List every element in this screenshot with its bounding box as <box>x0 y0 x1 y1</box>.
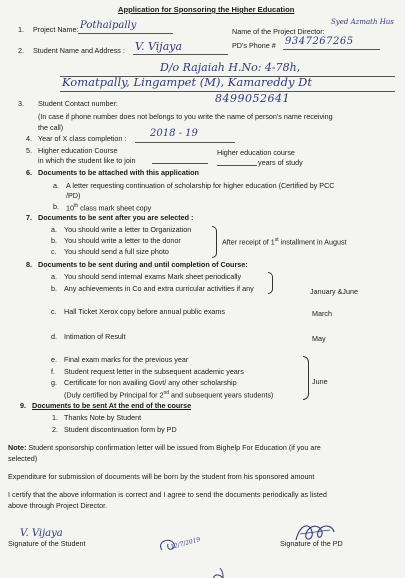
pd-phone-line <box>283 49 380 50</box>
number-6: 6. <box>26 168 32 177</box>
project-name-line <box>78 33 173 34</box>
x-class-line <box>135 142 235 143</box>
section-8-a-letter: a. <box>51 272 57 281</box>
project-director-value: Syed Azmath Hus <box>331 18 394 26</box>
address-line-1-value: D/o Rajaiah H.No: 4-78h, <box>160 61 301 74</box>
project-name-label: Project Name: <box>33 25 79 34</box>
section-6-a-letter: a. <box>53 181 59 190</box>
section-6-heading: Documents to be attached with this application <box>38 168 199 177</box>
student-name-label: Student Name and Address : <box>33 46 125 55</box>
number-4: 4. <box>26 134 32 143</box>
section-8-a: You should send internal exams Mark sheet periodically <box>64 272 242 281</box>
student-name-line <box>133 54 228 55</box>
section-9-item-1-num: 1. <box>52 413 58 422</box>
note-line-1: Note: Student sponsorship confirmation letter will be issued from Bighelp For Education (if you are <box>8 443 321 452</box>
section-7-b: You should write a letter to the donor <box>64 236 181 245</box>
section-7-brace <box>212 226 217 258</box>
section-8-efg-brace <box>303 356 309 400</box>
section-7-note: After receipt of 1st installment in August <box>222 237 347 247</box>
section-9-heading: Documents to be sent At the end of the course <box>32 401 192 410</box>
section-7-a-letter: a. <box>51 225 57 234</box>
expenditure-text: Expenditure for submission of documents will be born by the student from his sponsored amount <box>8 472 315 481</box>
note-line-2: selected) <box>8 454 38 463</box>
certify-line-1: I certify that the above information is correct and I agree to send the documents periodically as listed <box>8 490 327 499</box>
page-title: Application for Sponsoring the Higher Education <box>118 5 295 14</box>
section-7-a: You should write a letter to Organization <box>64 225 192 234</box>
section-8-g-2: (Duly certified by Principal for 2nd and subsequent years students) <box>64 390 274 400</box>
certify-line-2: above through Project Director. <box>8 501 108 510</box>
number-3: 3. <box>18 99 24 108</box>
section-8-e-letter: e. <box>51 355 57 364</box>
section-8-g: Certificate for non availing Govt/ any other scholarship <box>64 378 237 387</box>
course-label-2: in which the student like to join <box>38 156 136 165</box>
section-8-c: Hall Ticket Xerox copy before annual public exams <box>64 307 226 316</box>
number-1: 1. <box>18 25 24 34</box>
project-name-value: Pothaipally <box>80 20 137 31</box>
x-class-value: 2018 - 19 <box>150 128 198 139</box>
section-8-e: Final exam marks for the previous year <box>64 355 189 364</box>
section-9-item-1: Thanks Note by Student <box>64 413 142 422</box>
section-8-b: Any achievements in Co and extra curricular activities if any <box>64 284 254 293</box>
contact-note-2: the call) <box>38 123 64 132</box>
section-7-heading: Documents to be sent after you are selected : <box>38 213 194 222</box>
section-8-d-letter: d. <box>51 332 57 341</box>
section-8-d: Intimation of Result <box>64 332 126 341</box>
pd-phone-value: 9347267265 <box>285 36 354 47</box>
section-9-item-2-num: 2. <box>52 425 58 434</box>
section-8-f: Student request letter in the subsequent academic years <box>64 367 244 376</box>
years-label-2: years of study <box>258 158 303 167</box>
date-scribble: 12/7/2019 <box>169 536 202 551</box>
student-signature-label: Signature of the Student <box>8 539 86 548</box>
section-8-b-letter: b. <box>51 284 57 293</box>
years-label-1: Higher education course <box>217 148 295 157</box>
section-8-c-when: March <box>312 309 332 318</box>
student-name-value: V. Vijaya <box>135 40 183 53</box>
section-8-efg-when: June <box>312 377 328 386</box>
section-8-heading: Documents to be sent during and until completion of Course: <box>38 260 248 269</box>
contact-note-1: (In case if phone number does not belongs to you write the name of person's name receiving <box>38 112 333 121</box>
years-line <box>217 165 257 166</box>
section-8-c-letter: c. <box>51 307 57 316</box>
number-9: 9. <box>20 401 26 410</box>
number-2: 2. <box>18 46 24 55</box>
contact-label: Student Contact number: <box>38 99 118 108</box>
contact-value: 8499052641 <box>215 92 290 105</box>
section-7-c: You should send a full size photo <box>64 247 169 256</box>
address-line-2-value: Komatpally, Lingampet (M), Kamareddy Dt <box>62 75 313 89</box>
section-7-c-letter: c. <box>51 247 57 256</box>
section-8-d-when: May <box>312 334 326 343</box>
x-class-label: Year of X class completion : <box>38 134 127 143</box>
student-signature: V. Vijaya <box>20 528 63 539</box>
section-7-b-letter: b. <box>51 236 57 245</box>
section-8-f-letter: f. <box>51 367 55 376</box>
section-8-b-when: January &June <box>310 287 358 296</box>
section-6-b: 10th class mark sheet copy <box>66 203 152 213</box>
number-5: 5. <box>26 146 32 155</box>
pd-signature-label: Signature of the PD <box>280 539 343 548</box>
number-8: 8. <box>26 260 32 269</box>
course-line <box>152 163 208 164</box>
section-9-item-2: Student discontinuation form by PD <box>64 425 177 434</box>
pd-phone-label: PD's Phone # <box>232 41 276 50</box>
section-6-a: A letter requesting continuation of scholarship for higher education (Certified by PCC <box>66 181 335 190</box>
section-8-g-letter: g. <box>51 378 57 387</box>
number-7: 7. <box>26 213 32 222</box>
project-director-label: Name of the Project Director: <box>232 27 325 36</box>
section-6-b-letter: b. <box>53 202 59 211</box>
section-6-a-2: /PD) <box>66 191 81 200</box>
stamp-scribble <box>150 528 210 568</box>
section-8-ab-brace <box>268 272 273 294</box>
course-label-1: Higher education Course <box>38 146 118 155</box>
